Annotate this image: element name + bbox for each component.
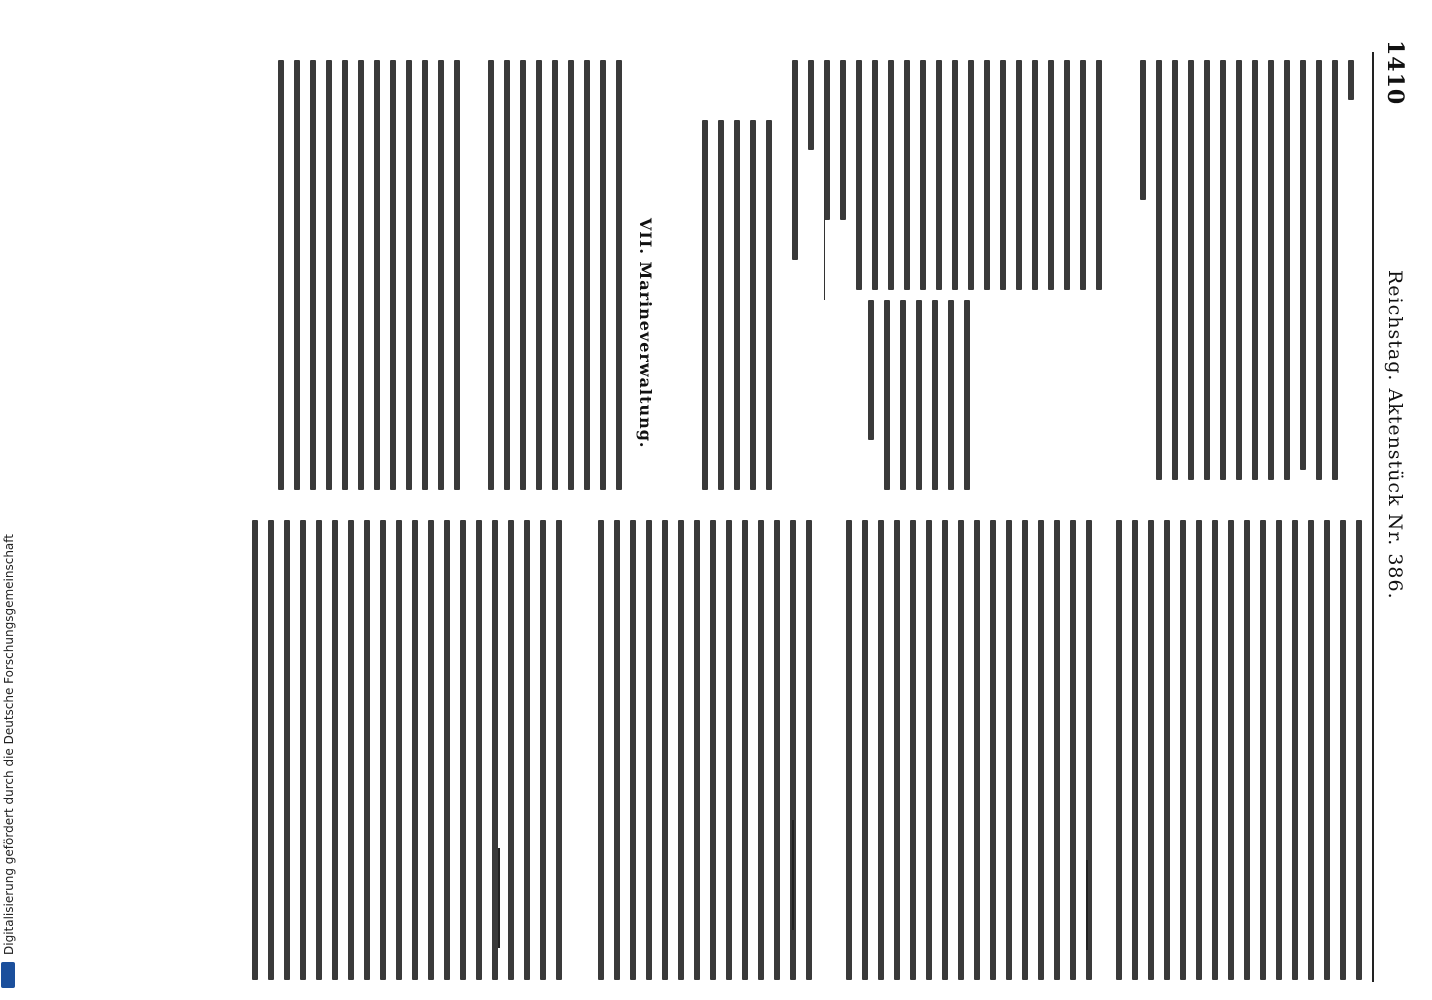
text-column-schiffsdienst [270, 60, 470, 500]
dfg-logo-icon [1, 962, 15, 988]
footer-credit: Digitalisierung gefördert durch die Deutsche Forschungsgemeinschaft [2, 533, 16, 955]
text-column-werftbetrieb [120, 520, 570, 990]
sum-rule [498, 848, 500, 948]
sum-rule [792, 820, 794, 930]
text-column-proviant [580, 520, 820, 990]
text-column-marine [480, 60, 630, 500]
text-column-brace-note [860, 300, 980, 500]
text-column-naturalverpflegung [830, 520, 1100, 990]
page-number: 1410 [1382, 40, 1408, 106]
text-column-top-right [1120, 60, 1360, 500]
section-heading: VII. Marineverwaltung. [636, 218, 655, 449]
text-column-bottom-right [1110, 520, 1370, 990]
sum-rule [1086, 860, 1088, 950]
header-rule [1372, 52, 1374, 982]
column-divider [824, 120, 825, 300]
running-head: Reichstag. Aktenstück Nr. 386. [1384, 270, 1406, 600]
text-column-kapitel-list [780, 60, 1110, 300]
text-column-bavaria [670, 120, 780, 500]
